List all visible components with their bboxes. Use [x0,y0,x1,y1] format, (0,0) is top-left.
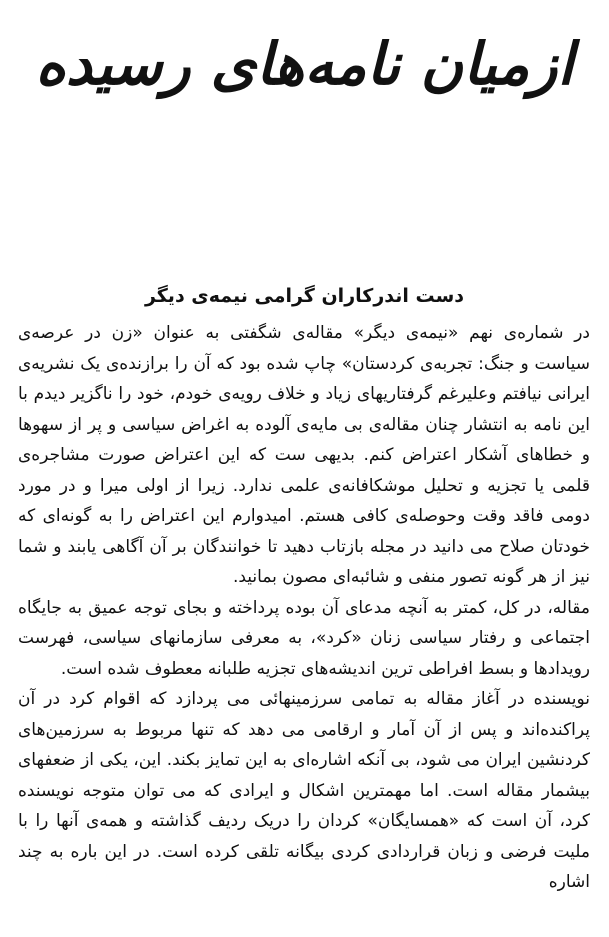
paragraph-2: مقاله، در کل، کمتر به آنچه مدعای آن بوده پرداخته و بجای توجه عمیق به جایگاه اجتماعی و رفتار سیاسی زنان «کرد»، به معرفی سازمانهای سیاسی، فهرست رویدادها و بسط افراطی ترین اندیشه‌های تجزیه طلبانه معطوف شده است. [18,597,590,679]
paragraph-1: در شماره‌ی نهم «نیمه‌ی دیگر» مقاله‌ی شگفتی به عنوان «زن در عرصه‌ی سیاست و جنگ: تجربه‌ی کردستان» چاپ شده بود که آن را برازنده‌ی یک نشریه‌ی ایرانی نیافتم وعلیرغم گرفتاریهای زیاد و خلاف رویه‌ی خودم، خود را ناگزیر دیدم با این نامه به انتشار چنان مقاله‌ی بی مایه‌ی آلوده به اغراض سیاسی و پر از سهوها و خطاهای آشکار اعتراض کنم. بدیهی ست که این اعتراض صورت مشاجره‌ی قلمی یا تجزیه و تحلیل موشکافانه‌ی علمی ندارد. زیرا از اولی میرا و در مورد دومی فاقد وقت وحوصله‌ی کافی هستم. امیدوارم این اعتراض را به گونه‌ای که خودتان صلاح می دانید در مجله بازتاب دهید تا خوانندگان بر آن آگاهی یابند و شما نیز از هر گونه تصور منفی و شائبه‌ای مصون بمانید. [18,323,590,587]
paragraph-3: نویسنده در آغاز مقاله به تمامی سرزمینهائی می پردازد که اقوام کرد در آن پراکنده‌اند و پس از آن آمار و ارقامی می دهد که تنها مربوط به سرزمین‌های کردنشین ایران می شود، بی آنکه اشاره‌ای به این تمایز بکند. این، یکی از ضعفهای بیشمار مقاله است. اما مهمترین اشکال و ایرادی که می توان متوجه نویسنده کرد، آن است که «همسایگان» کردان را دریک ردیف گذاشته و همه‌ی آنها را با ملیت فرضی و زبان قراردادی کردی بیگانه تلقی کرده است. در این باره به چند اشاره [18,689,590,892]
letter-body [18,318,590,898]
section-header-title: ازمیان نامه‌های رسیده [35,30,574,98]
letter-title: دست اندرکاران گرامی نیمه‌ی دیگر [144,285,465,307]
